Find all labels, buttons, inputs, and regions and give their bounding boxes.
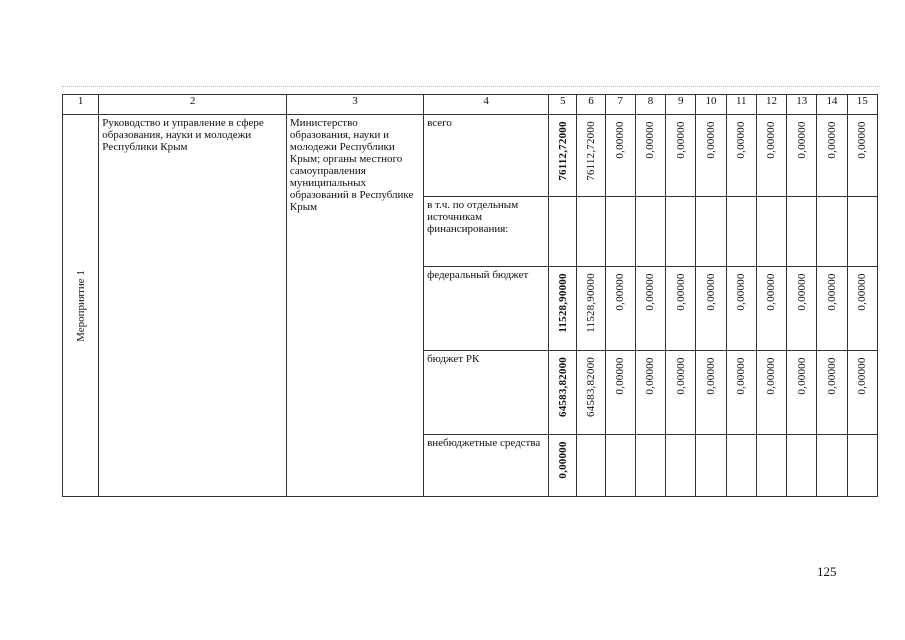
year-value: 0,00000 [614,121,627,159]
total-cell [549,115,577,197]
year-value-cell [696,351,726,435]
executor: Министерство образования, науки и молодежи Республики Крым; органы местного самоуправления муниципальных образований в Республике Крым [289,117,414,213]
year-value: 0,00000 [765,357,778,395]
column-number-15: 15 [847,95,877,115]
year-value-cell [635,267,665,351]
year-value-cell [666,351,696,435]
year-value: 0,00000 [825,121,838,159]
total-value: 0,00000 [556,441,569,479]
year-value: 0,00000 [735,357,748,395]
source-label-cell [424,197,549,267]
year-value-cell [696,115,726,197]
measure-name: Руководство и управление в сфере образования, науки и молодежи Республики Крым [102,117,264,153]
source-label: в т.ч. по отдельным источникам финансирования: [427,199,519,235]
year-value-cell [817,351,847,435]
total-cell [549,267,577,351]
column-number-14: 14 [817,95,847,115]
year-value-cell [756,197,786,267]
column-number-10: 10 [696,95,726,115]
year-value-cell [635,435,665,497]
executor-cell [286,115,423,497]
source-label: бюджет РК [427,353,480,365]
year-value-cell [756,267,786,351]
source-label-cell [424,351,549,435]
year-value-cell [696,197,726,267]
measure-label-cell [63,115,99,497]
year-value-cell [847,115,877,197]
year-value: 0,00000 [644,273,657,311]
year-value-cell [817,197,847,267]
year-value-cell [787,351,817,435]
year-value: 11528,90000 [584,272,597,333]
year-value-cell [847,267,877,351]
year-value-cell [787,115,817,197]
year-value: 0,00000 [674,273,687,311]
year-value: 0,00000 [795,273,808,311]
column-number-2: 2 [99,95,287,115]
column-number-12: 12 [756,95,786,115]
column-number-11: 11 [726,95,756,115]
year-value-cell [787,267,817,351]
funding-table [62,94,878,497]
year-value-cell [847,197,877,267]
total-cell [549,197,577,267]
year-value: 0,00000 [735,273,748,311]
column-number-8: 8 [635,95,665,115]
top-rule [62,86,880,87]
year-value-cell [817,115,847,197]
year-value-cell [605,267,635,351]
year-value-cell [635,115,665,197]
year-value-cell [756,435,786,497]
year-value-cell [605,351,635,435]
year-value-cell [605,115,635,197]
year-value-cell [666,435,696,497]
column-number-4: 4 [424,95,549,115]
year-value-cell [817,435,847,497]
year-value-cell [577,197,605,267]
year-value: 64583,82000 [584,356,597,417]
page-number: 125 [817,564,837,579]
year-value: 0,00000 [735,121,748,159]
year-value: 0,00000 [765,121,778,159]
year-value-cell [847,435,877,497]
year-value: 0,00000 [795,357,808,395]
column-number-1: 1 [63,95,99,115]
total-value: 76112,72000 [556,121,569,181]
year-value-cell [635,197,665,267]
column-number-6: 6 [577,95,605,115]
source-label: федеральный бюджет [427,269,529,281]
year-value-cell [817,267,847,351]
funding-row [63,115,878,197]
year-value-cell [605,197,635,267]
source-label-cell [424,115,549,197]
year-value-cell [847,351,877,435]
year-value-cell [756,351,786,435]
total-cell [549,435,577,497]
year-value: 0,00000 [644,121,657,159]
year-value-cell [577,435,605,497]
year-value: 0,00000 [765,273,778,311]
column-number-5: 5 [549,95,577,115]
year-value-cell [666,267,696,351]
year-value: 0,00000 [644,357,657,395]
year-value: 0,00000 [614,273,627,311]
year-value-cell [605,435,635,497]
source-label: внебюджетные средства [427,437,541,449]
year-value: 0,00000 [825,273,838,311]
year-value-cell [635,351,665,435]
year-value: 0,00000 [704,121,717,159]
year-value-cell [726,197,756,267]
year-value: 0,00000 [856,357,869,395]
measure-label: Мероприятие 1 [74,269,87,342]
year-value-cell [577,267,605,351]
total-value: 11528,90000 [556,273,569,333]
year-value-cell [666,115,696,197]
year-value-cell [787,197,817,267]
year-value-cell [726,435,756,497]
column-number-3: 3 [286,95,423,115]
year-value: 0,00000 [674,357,687,395]
year-value: 76112,72000 [584,120,597,181]
year-value-cell [577,115,605,197]
source-label: всего [427,117,452,129]
year-value-cell [696,435,726,497]
year-value-cell [696,267,726,351]
year-value: 0,00000 [674,121,687,159]
year-value-cell [666,197,696,267]
total-cell [549,351,577,435]
year-value: 0,00000 [795,121,808,159]
column-number-13: 13 [787,95,817,115]
year-value-cell [756,115,786,197]
year-value-cell [787,435,817,497]
source-label-cell [424,435,549,497]
year-value-cell [577,351,605,435]
year-value: 0,00000 [825,357,838,395]
measure-name-cell [99,115,287,497]
year-value: 0,00000 [614,357,627,395]
year-value-cell [726,115,756,197]
source-label-cell [424,267,549,351]
total-value: 64583,82000 [556,356,569,417]
year-value: 0,00000 [856,121,869,159]
year-value: 0,00000 [704,357,717,395]
year-value: 0,00000 [856,273,869,311]
year-value: 0,00000 [704,273,717,311]
column-number-9: 9 [666,95,696,115]
header-row [63,95,878,115]
year-value-cell [726,267,756,351]
column-number-7: 7 [605,95,635,115]
year-value-cell [726,351,756,435]
